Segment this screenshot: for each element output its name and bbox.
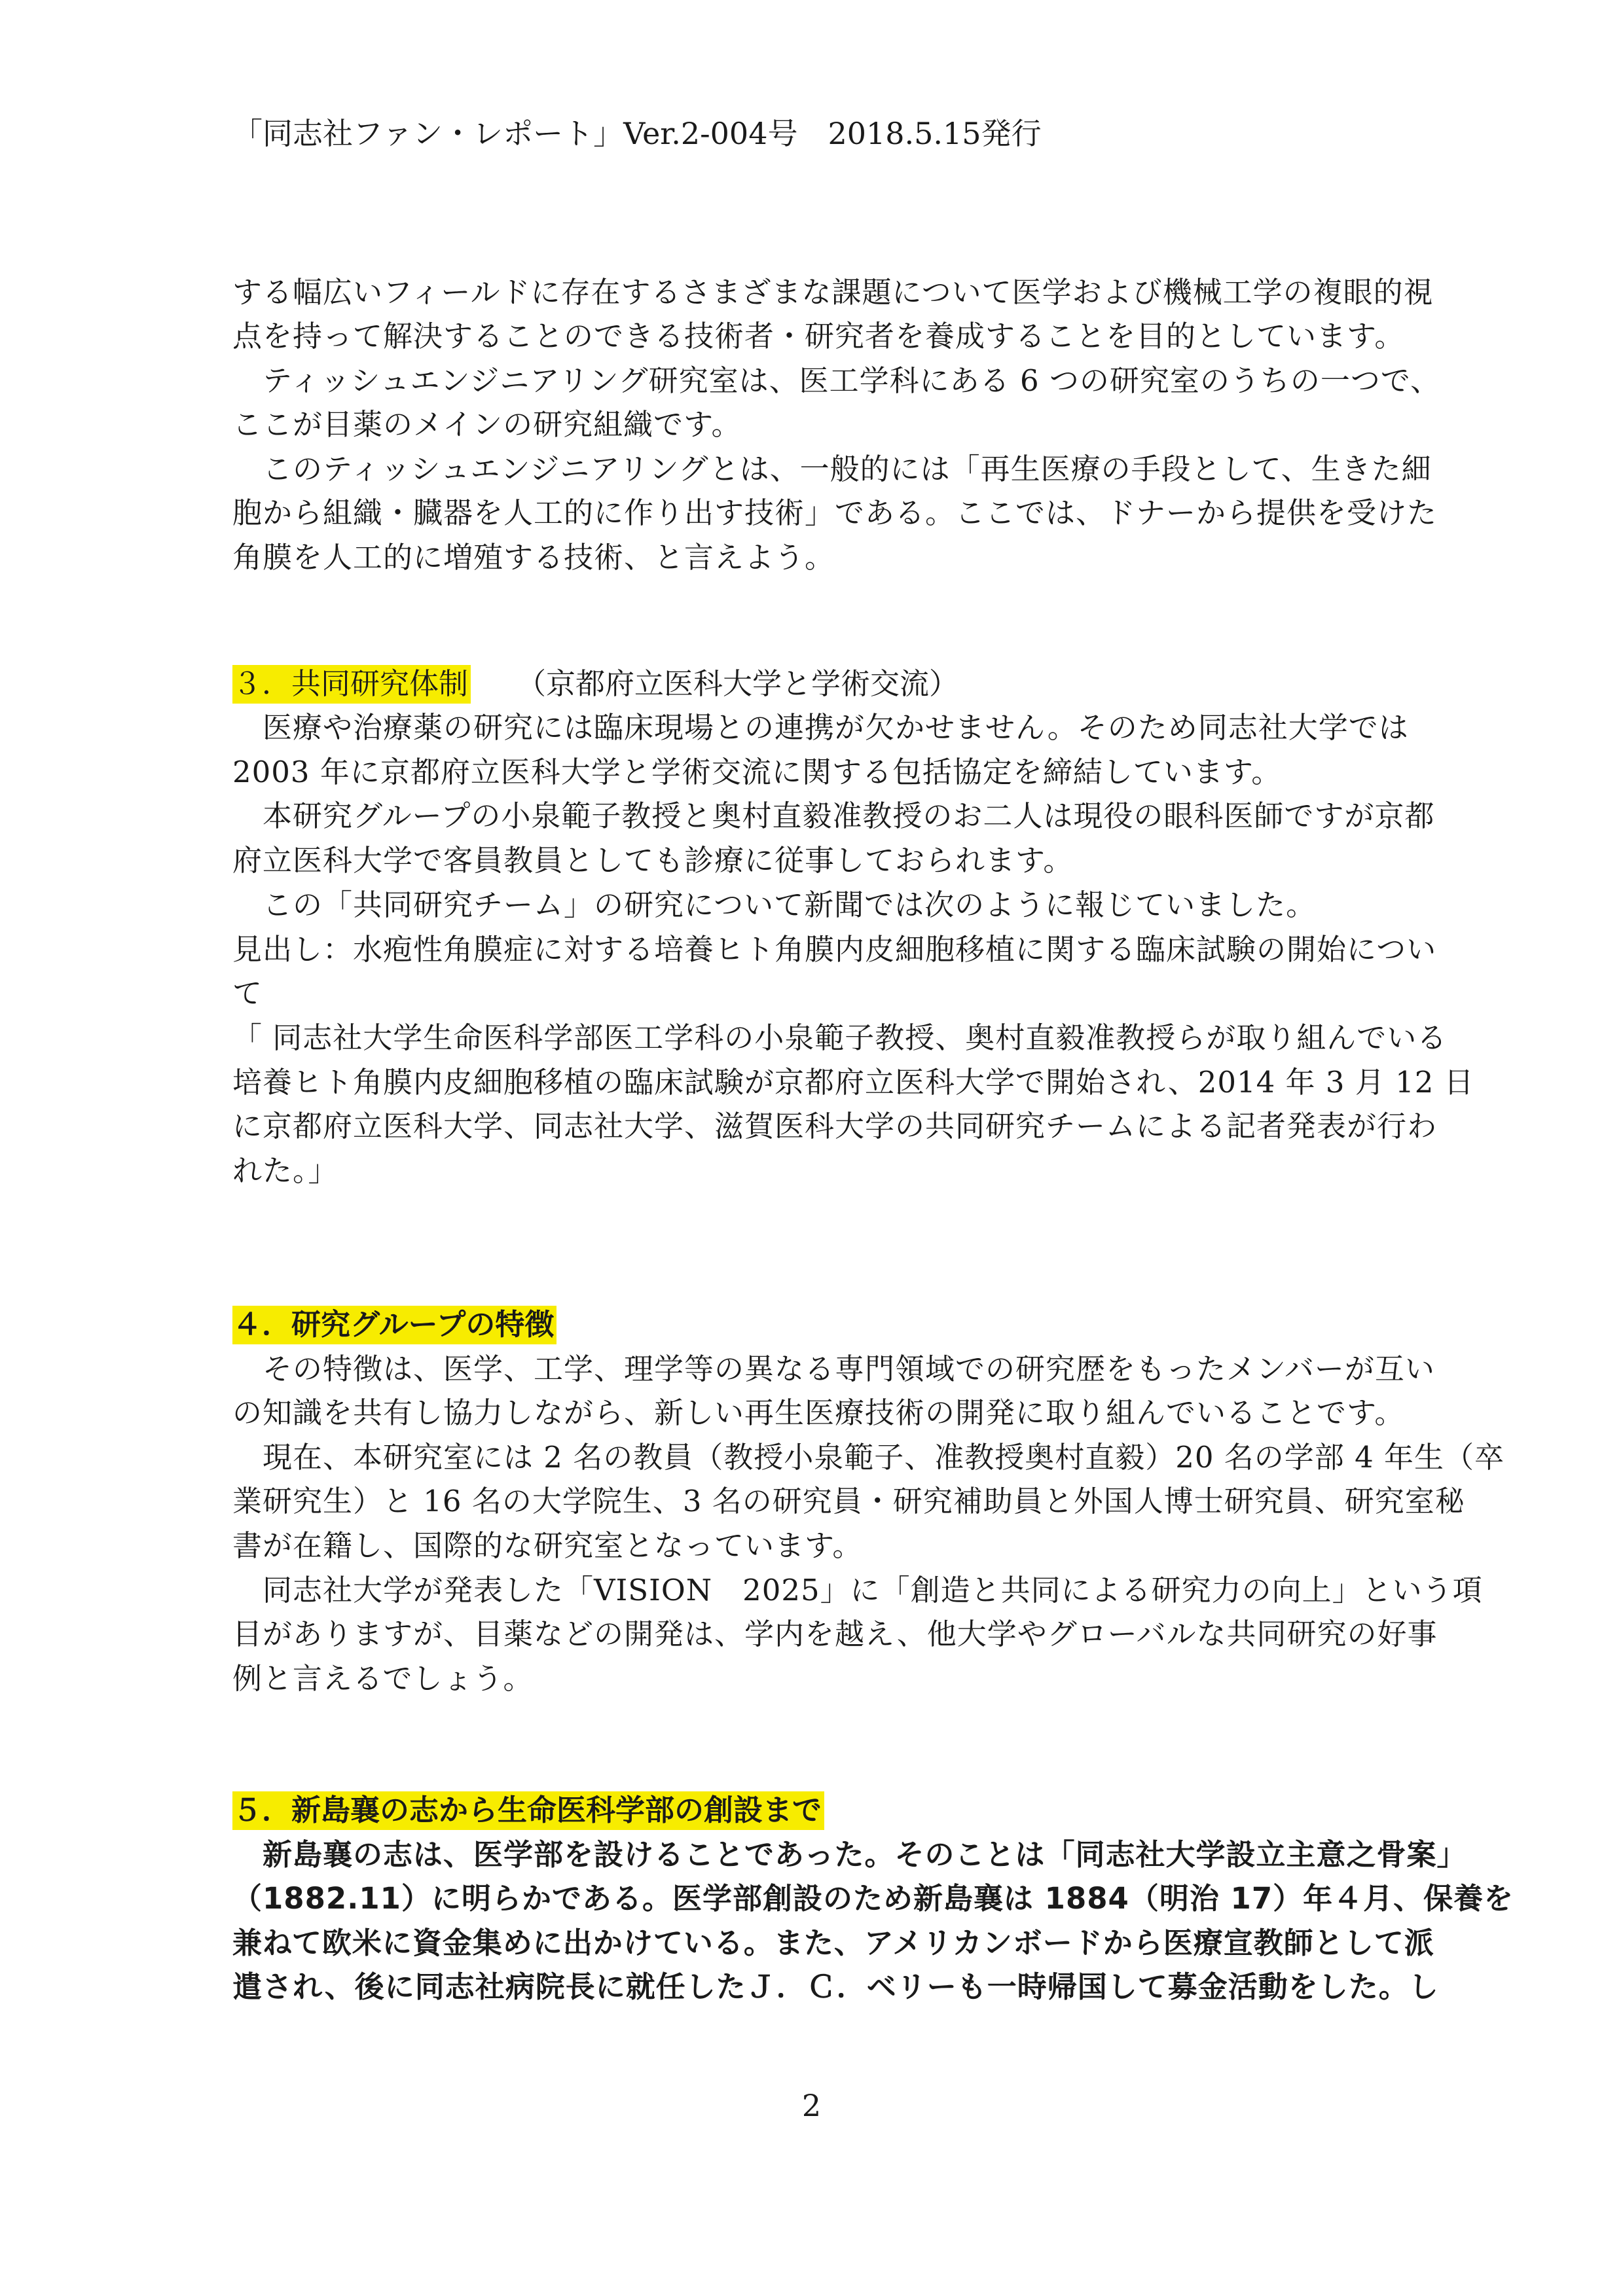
section-3-subtitle: （京都府立医科大学と学術交流）	[517, 666, 959, 701]
body-line: 「 同志社大学生命医科学部医工学科の小泉範子教授、奥村直毅准教授らが取り組んでいる	[232, 1020, 1448, 1055]
body-line: 2003 年に京都府立医科大学と学術交流に関する包括協定を締結しています。	[232, 755, 1282, 789]
body-line: 本研究グループの小泉範子教授と奥村直毅准教授のお二人は現役の眼科医師ですが京都	[232, 798, 1435, 833]
body-line: 府立医科大学で客員教員としても診療に従事しておられます。	[232, 843, 1074, 878]
body-line: て	[232, 976, 263, 1011]
body-line: の知識を共有し協力しながら、新しい再生医療技術の開発に取り組んでいることです。	[232, 1395, 1405, 1430]
body-line: する幅広いフィールドに存在するさまざまな課題について医学および機械工学の複眼的視	[232, 275, 1434, 310]
body-line: 目がありますが、目薬などの開発は、学内を越え、他大学やグローバルな共同研究の好事	[232, 1617, 1438, 1651]
body-line: 兼ねて欧米に資金集めに出かけている。また、アメリカンボードから医療宣教師として派	[232, 1926, 1434, 1960]
body-line: このティッシュエンジニアリングとは、一般的には「再生医療の手段として、生きた細	[232, 452, 1432, 486]
body-line: 医療や治療薬の研究には臨床現場との連携が欠かせません。そのため同志社大学では	[232, 710, 1409, 745]
body-line: 遣され、後に同志社病院長に就任したＪ．Ｃ．ベリーも一時帰国して募金活動をした。し	[232, 1969, 1439, 2004]
body-line: ティッシュエンジニアリング研究室は、医工学科にある 6 つの研究室のうちの一つで、	[232, 363, 1441, 398]
body-line: 新島襄の志は、医学部を設けることであった。そのことは「同志社大学設立主意之骨案」	[232, 1837, 1467, 1872]
body-line: 胞から組織・臓器を人工的に作り出す技術」である。ここでは、ドナーから提供を受けた	[232, 495, 1438, 530]
body-line: 角膜を人工的に増殖する技術、と言えよう。	[232, 540, 835, 575]
section-3-heading	[232, 663, 958, 705]
section-5-heading	[232, 1789, 824, 1831]
body-line: 現在、本研究室には 2 名の教員（教授小泉範子、准教授奥村直毅）20 名の学部 4 年生（卒	[232, 1440, 1505, 1475]
section-5-title: ５．新島襄の志から生命医科学部の創設まで	[232, 1791, 824, 1830]
body-line: 同志社大学が発表した「VISION 2025」に「創造と共同による研究力の向上」という項	[232, 1573, 1483, 1607]
section-3-title: ３．共同研究体制	[232, 665, 471, 704]
body-line: 例と言えるでしょう。	[232, 1661, 534, 1696]
body-line: 見出し：水疱性角膜症に対する培養ヒト角膜内皮細胞移植に関する臨床試験の開始につい	[232, 932, 1437, 967]
body-line: 点を持って解決することのできる技術者・研究者を養成することを目的としています。	[232, 319, 1405, 353]
body-line: 業研究生）と 16 名の大学院生、3 名の研究員・研究補助員と外国人博士研究員、研究室秘	[232, 1484, 1465, 1518]
body-line: （1882.11）に明らかである。医学部創設のため新島襄は 1884（明治 17）年４月、保養を	[232, 1881, 1514, 1916]
body-line: 書が在籍し、国際的な研究室となっています。	[232, 1528, 863, 1563]
body-line: ここが目薬のメインの研究組織です。	[232, 407, 742, 442]
section-4-heading	[232, 1304, 556, 1346]
body-line: れた。」	[232, 1153, 338, 1188]
section-4-title: ４．研究グループの特徴	[232, 1306, 556, 1344]
newsletter-header: 「同志社ファン・レポート」Ver.2-004号 2018.5.15発行	[232, 116, 1042, 151]
body-line: に京都府立医科大学、同志社大学、滋賀医科大学の共同研究チームによる記者発表が行わ	[232, 1109, 1438, 1143]
body-line: その特徴は、医学、工学、理学等の異なる専門領域での研究歴をもったメンバーが互い	[232, 1352, 1435, 1386]
page-number: 2	[801, 2088, 822, 2123]
body-line: この「共同研究チーム」の研究について新聞では次のように報じていました。	[232, 888, 1317, 922]
body-line: 培養ヒト角膜内皮細胞移植の臨床試験が京都府立医科大学で開始され、2014 年 3 月 12 日	[232, 1065, 1474, 1100]
